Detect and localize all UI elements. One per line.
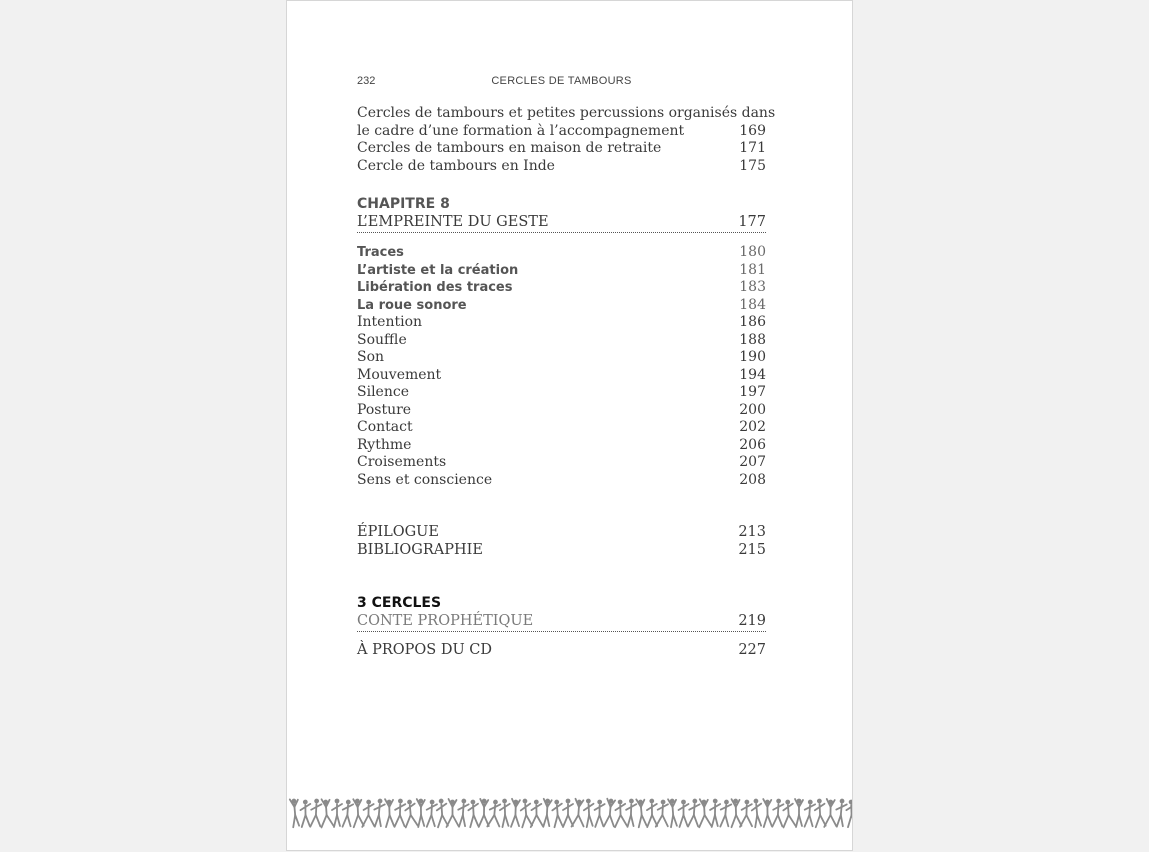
toc-entry-label: Sens et conscience (357, 471, 493, 488)
spacer (357, 233, 766, 244)
spacer (357, 559, 766, 594)
toc-entry-label: Libération des traces (357, 280, 513, 295)
spacer (357, 175, 766, 195)
section-title-row (357, 612, 766, 632)
toc-entry-label: Mouvement (357, 366, 442, 383)
toc-entry-page: 180 (739, 244, 766, 260)
toc-entry (357, 314, 766, 332)
toc-entry (357, 437, 766, 455)
toc-entry-label: ÉPILOGUE (357, 524, 439, 540)
toc-section-entry (357, 297, 766, 315)
toc-entry (357, 384, 766, 402)
toc-entry-label: Posture (357, 401, 412, 418)
toc-entry-page: 194 (739, 366, 766, 383)
toc-entry-page: 190 (739, 349, 766, 365)
toc-entry-label: Cercles de tambours en maison de retraite (357, 140, 662, 156)
toc-entry-label: Intention (357, 314, 423, 330)
toc-entry (357, 140, 766, 158)
toc-entry (357, 332, 766, 350)
toc-entry (357, 105, 776, 123)
toc-section-entry (357, 244, 766, 262)
toc-entry-page: 181 (739, 261, 766, 278)
toc-entry-label: Croisements (357, 454, 447, 470)
toc-entry-page: 208 (739, 471, 766, 488)
toc-entry (357, 367, 766, 385)
toc-entry-page: 197 (739, 384, 766, 400)
toc-entry-page: 175 (739, 157, 766, 174)
toc-entry-page: 202 (739, 419, 766, 435)
toc-entry-page: 213 (738, 524, 766, 540)
book-page (286, 0, 853, 851)
toc-entry (357, 454, 766, 472)
toc-entry-page: 227 (738, 642, 766, 658)
toc-entry-label: La roue sonore (357, 297, 467, 313)
toc-entry (357, 123, 766, 141)
section-title: CONTE PROPHÉTIQUE (357, 613, 534, 629)
spacer (357, 489, 766, 524)
toc-entry-label: Silence (357, 384, 409, 400)
toc-entry-page: 184 (739, 296, 766, 313)
back-matter-entry (357, 524, 766, 542)
toc-entry-label: Son (357, 349, 385, 365)
toc-entry-label: Contact (357, 419, 413, 435)
chapter-heading: CHAPITRE 8 (357, 196, 450, 212)
toc-entry-page: 188 (739, 331, 766, 348)
page-header (357, 75, 766, 91)
toc-entry-page: 206 (739, 436, 766, 453)
toc-entry (357, 402, 766, 420)
dancing-figures-icon (287, 795, 852, 831)
toc-entry (357, 158, 766, 176)
toc-entry (357, 472, 766, 490)
dancers-frieze-illustration (287, 795, 852, 831)
toc-section-entry (357, 279, 766, 297)
spacer (357, 632, 766, 642)
page-number: 232 (357, 75, 376, 87)
section-page: 219 (738, 613, 766, 629)
toc-entry-label: Traces (357, 245, 404, 260)
toc-entry-label: Rythme (357, 436, 412, 453)
chapter-title-row (357, 213, 766, 233)
running-title: CERCLES DE TAMBOURS (491, 75, 632, 87)
back-matter-entry (357, 542, 766, 560)
toc-entry (357, 349, 766, 367)
table-of-contents (357, 105, 776, 660)
chapter-page: 177 (738, 214, 766, 230)
section-heading: 3 CERCLES (357, 595, 442, 611)
toc-entry-page: 169 (739, 122, 766, 139)
toc-section-entry (357, 262, 766, 280)
toc-entry-label: Cercle de tambours en Inde (357, 157, 555, 174)
toc-entry-label: L’artiste et la création (357, 262, 519, 278)
toc-entry (357, 419, 766, 437)
toc-entry-page: 215 (738, 541, 766, 558)
toc-entry-page: 183 (739, 279, 766, 295)
toc-entry-label: Cercles de tambours et petites percussions organisés dans (357, 105, 776, 121)
toc-entry-label: Souffle (357, 331, 407, 348)
toc-entry-page: 171 (739, 140, 766, 156)
toc-entry-label: À PROPOS DU CD (357, 642, 493, 658)
toc-entry-page: 200 (739, 401, 766, 418)
cd-entry (357, 642, 766, 660)
toc-entry-page: 186 (739, 314, 766, 330)
toc-entry-page: 207 (739, 454, 766, 470)
chapter-title: L’EMPREINTE DU GESTE (357, 214, 549, 230)
toc-entry-label: le cadre d’une formation à l’accompagnement (357, 122, 685, 139)
toc-entry-label: BIBLIOGRAPHIE (357, 541, 483, 558)
